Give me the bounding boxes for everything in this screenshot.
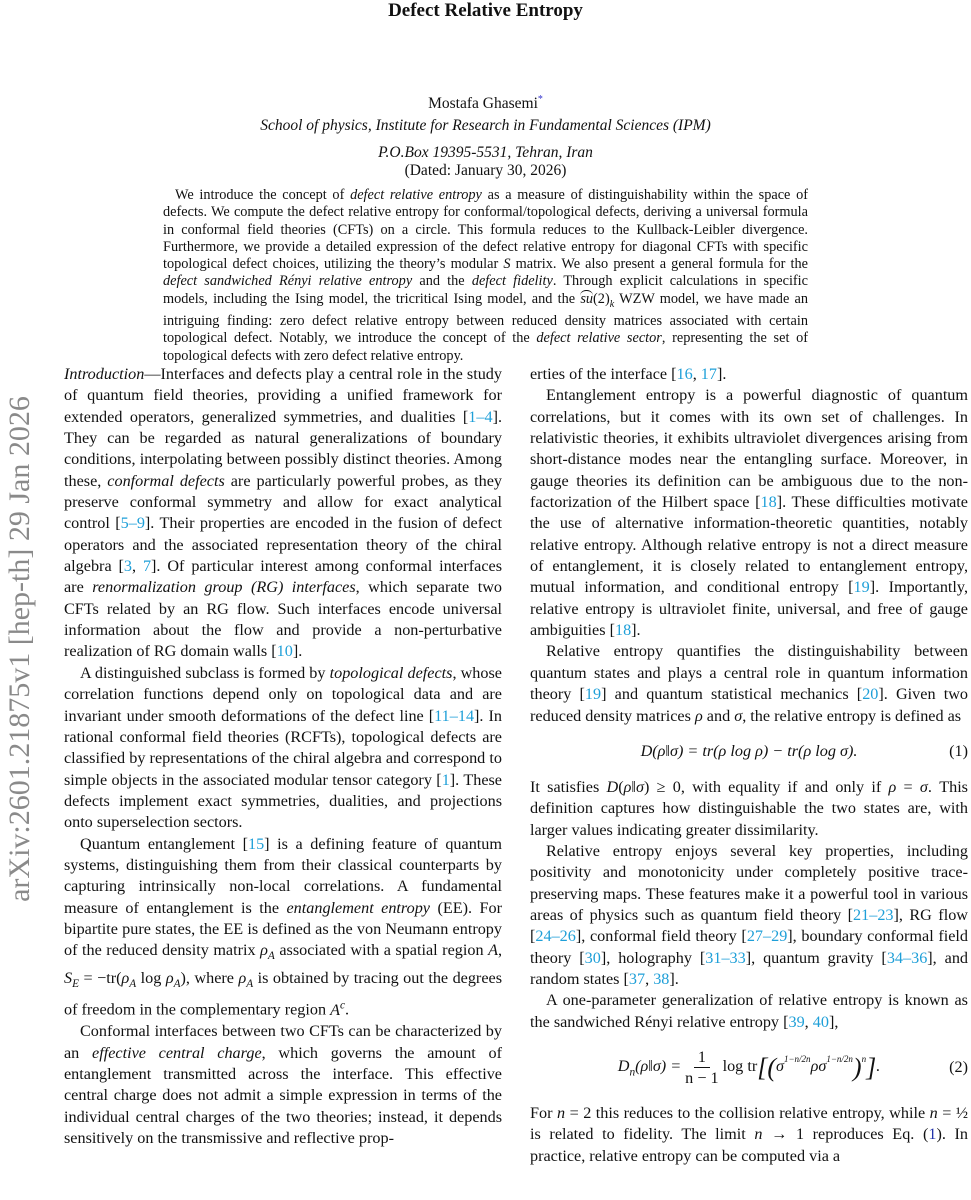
citation-link[interactable]: 7 xyxy=(142,557,152,576)
eq-period: . xyxy=(876,1057,881,1076)
equation-2 xyxy=(530,1033,968,1103)
math-base: n xyxy=(754,1125,763,1144)
math-base: σ xyxy=(919,777,928,796)
citation-link[interactable]: 30 xyxy=(584,948,601,967)
math-symbol xyxy=(260,941,275,963)
citation-link[interactable]: 16 xyxy=(676,365,693,383)
text-run: ]. These defects implement exact symmetries, dualities, and projections onto superselection sectors. xyxy=(64,770,502,832)
fraction xyxy=(685,1047,718,1088)
text-run: A one-parameter generalization of relative entropy is known as the sandwiched Rényi relative entropy [ xyxy=(530,991,968,1031)
eq-exponent: 1−n/2n xyxy=(783,1054,811,1065)
math-symbol xyxy=(488,941,498,959)
author-footnote-mark[interactable]: * xyxy=(537,94,543,105)
text-run: ]. xyxy=(631,621,641,640)
citation-link[interactable]: 5–9 xyxy=(120,514,145,533)
paragraph xyxy=(530,990,968,1033)
math-base: A xyxy=(488,941,498,960)
text-run: ). In practice, relative entropy can be computed via a xyxy=(530,1125,969,1165)
text-run: ( xyxy=(618,777,624,796)
citation-link[interactable]: 27–29 xyxy=(746,927,788,946)
text-run: For xyxy=(530,1103,557,1122)
text-run: , xyxy=(645,969,654,988)
text-run: = −tr( xyxy=(79,968,122,987)
paragraph xyxy=(530,1103,968,1167)
citation-link[interactable]: 3 xyxy=(123,557,132,576)
fraction-denominator: n − 1 xyxy=(685,1069,719,1088)
text-run: , which governs the amount of entanglement transmitted across the interface. This effective central charge does not admit a simple expression in terms of the individual central charges of the two theories; instead, it depends sensitively on the transmissive and reflective prop- xyxy=(64,1043,503,1147)
math-base: S xyxy=(503,256,511,273)
date-line: (Dated: January 30, 2026) xyxy=(404,162,567,179)
citation-link[interactable]: 1 xyxy=(441,770,450,789)
text-run: ]. In rational conformal field theories (RCFTs), topological defects are classified by representations of the chiral algebra and correspond to simple objects in the associated modular tensor category [ xyxy=(64,706,502,789)
citation-link[interactable]: 18 xyxy=(614,621,632,640)
paragraph xyxy=(530,777,968,841)
text-run: WZW model, we have made an intriguing finding: zero defect relative entropy between reduced density matrices associated with certain topological defect. Notably, we introduce the concept of the xyxy=(163,290,808,347)
text-run: ], quantum gravity [ xyxy=(745,948,887,967)
arxiv-watermark: arXiv:2601.21875v1 [hep-th] 29 Jan 2026 xyxy=(3,396,36,902)
math-symbol xyxy=(734,707,742,725)
text-run: are particularly powerful probes, as they preserve conformal symmetry and allow for exact analytical control [ xyxy=(64,471,502,533)
citation-link[interactable]: 38 xyxy=(653,969,670,988)
text-run: matrix. We also present a general formula for the xyxy=(510,256,808,273)
emphasis-text: effective central charge xyxy=(92,1043,262,1062)
math-subscript: A xyxy=(267,950,275,963)
math-base: n xyxy=(556,1103,566,1122)
paragraph xyxy=(64,1021,502,1149)
text-run: ], and random states [ xyxy=(530,948,969,988)
paragraph xyxy=(530,364,968,385)
math-symbol xyxy=(607,778,619,796)
eq-sigma: σ xyxy=(776,1057,784,1076)
text-run: ]. xyxy=(716,365,727,383)
math-subscript: E xyxy=(72,978,80,991)
text-run: ]. These difficulties motivate the use of alternative information-theoretic quantities, notably relative entropy. Although relative entropy is not a direct measure of entanglement, it is closely related to entanglement entropy, mutual information, and conditional entropy [ xyxy=(530,493,968,597)
text-run: ], RG flow [ xyxy=(530,905,968,946)
paragraph xyxy=(64,663,502,834)
equation-number: (1) xyxy=(949,742,968,761)
text-run: ]. Given two reduced density matrices xyxy=(530,685,969,725)
citation-link[interactable]: 21–23 xyxy=(853,905,894,924)
math-subscript: k xyxy=(609,298,615,310)
text-run: Conformal interfaces between two CFTs can be characterized by an xyxy=(64,1022,502,1062)
math-symbol xyxy=(238,968,254,991)
citation-link[interactable]: 17 xyxy=(700,365,717,383)
eq-exponent: 1−n/2n xyxy=(826,1054,853,1065)
text-run: ]. They can be regarded as natural generalizations of boundary conditions, interpolating between possibly distinct theories. Among these, xyxy=(64,407,502,490)
text-run: . This definition captures how distinguishable the two states are, with larger values indicating greater dissimilarity. xyxy=(530,777,968,839)
math-base: su xyxy=(580,290,594,307)
text-run: , which separate two CFTs related by an RG flow. Such interfaces encode universal information about the flow and provide a non-perturbative realization of RG domain walls [ xyxy=(64,578,502,661)
math-symbol xyxy=(580,290,593,307)
text-run: erties of the interface [ xyxy=(530,365,677,383)
text-run: ), where xyxy=(180,968,239,987)
citation-link[interactable]: 15 xyxy=(247,834,265,853)
math-symbol xyxy=(121,968,137,991)
math-base: ρ xyxy=(888,777,897,796)
math-base: ρ xyxy=(623,777,632,796)
math-subscript: A xyxy=(246,978,254,991)
text-run: ‖ xyxy=(631,777,636,796)
text-run: ]. xyxy=(292,642,303,661)
text-run: → 1 reproduces Eq. ( xyxy=(762,1125,929,1144)
math-base: σ xyxy=(734,706,743,725)
equation-1 xyxy=(530,727,968,777)
text-run: We introduce the concept of xyxy=(175,187,351,203)
text-run: (EE). For bipartite pure states, the EE is defined as the von Neumann entropy of the reduced density matrix xyxy=(64,898,503,960)
citation-link[interactable]: 37 xyxy=(628,969,646,988)
text-run: = 2 this reduces to the collision relative entropy, while xyxy=(565,1103,930,1122)
equation-number: (2) xyxy=(949,1058,968,1077)
text-run: Relative entropy quantifies the distinguishability between quantum states and plays a central role in quantum information theory [ xyxy=(530,642,968,704)
equation-body: D(ρ‖σ) = tr(ρ log ρ) − tr(ρ log σ). xyxy=(640,742,858,761)
text-run: log xyxy=(136,968,166,987)
math-symbol xyxy=(64,968,80,991)
text-run: , the relative entropy is defined as xyxy=(742,706,962,725)
text-run: ] and quantum statistical mechanics [ xyxy=(601,685,863,704)
bracket-close: ] xyxy=(866,1053,877,1083)
text-run: and the xyxy=(412,273,472,290)
bracket-close: ) xyxy=(852,1053,862,1083)
text-run: associated with a spatial region xyxy=(274,941,489,960)
math-base: S xyxy=(64,968,73,987)
text-run: , xyxy=(497,941,502,960)
math-subscript: A xyxy=(129,978,137,991)
paragraph xyxy=(530,641,968,726)
math-symbol xyxy=(920,778,928,796)
text-run: . xyxy=(345,1000,350,1019)
citation-link[interactable]: 24–26 xyxy=(535,927,576,946)
text-run: ], conformal field theory [ xyxy=(575,927,747,946)
math-symbol xyxy=(636,778,644,796)
author-text: Mostafa Ghasemi xyxy=(428,95,538,113)
text-run: ], boundary conformal field theory [ xyxy=(530,927,968,967)
text-run: It satisfies xyxy=(530,777,607,796)
math-symbol xyxy=(754,1125,762,1143)
math-base: D xyxy=(606,777,619,796)
paragraph xyxy=(530,841,968,990)
citation-link[interactable]: 34–36 xyxy=(886,948,928,967)
math-base: ρ xyxy=(121,968,130,987)
paragraph xyxy=(64,834,502,1022)
text-run: ], holography [ xyxy=(600,948,706,967)
emphasis-text: defect sandwiched Rényi relative entropy xyxy=(163,273,413,290)
citation-link[interactable]: 19 xyxy=(584,685,602,704)
affiliation: School of physics, Institute for Research in Fundamental Sciences (IPM) xyxy=(260,117,711,134)
text-run: ]. xyxy=(669,969,679,988)
text-run: —Interfaces and defects play a central role in the study of quantum field theories, providing a unified framework for extended operators, generalized symmetries, and dualities [ xyxy=(64,365,502,426)
text-run: A distinguished subclass is formed by xyxy=(80,663,330,682)
eq-lhs-subscript: n xyxy=(629,1066,636,1079)
text-run: and xyxy=(702,706,735,725)
text-run: is obtained by tracing out the degrees of freedom in the complementary region xyxy=(64,968,502,1019)
emphasis-text: defect relative sector xyxy=(536,330,662,347)
equation-reference-link[interactable]: 1 xyxy=(928,1125,937,1144)
citation-link[interactable]: 39 xyxy=(788,1012,805,1031)
text-run: ]. Of particular interest among conformal interfaces are xyxy=(64,557,502,597)
emphasis-text: entanglement entropy xyxy=(286,898,430,917)
math-symbol xyxy=(330,1001,345,1019)
text-run: ]. Importantly, relative entropy is ultraviolet finite, universal, and free of gauge ambiguities [ xyxy=(530,578,969,640)
eq-log-tr: log tr xyxy=(722,1057,758,1076)
citation-link[interactable]: 1–4 xyxy=(468,407,493,426)
math-base: ρ xyxy=(260,941,268,960)
text-run: , xyxy=(132,557,143,576)
text-run: Relative entropy enjoys several key properties, including positivity and monotonicity under completely positive trace-preserving maps. These features make it a powerful tool in various areas of physics such as quantum field theory [ xyxy=(530,841,968,924)
eq-lhs: D xyxy=(617,1057,630,1076)
text-run: = xyxy=(896,777,920,796)
text-run: = ½ is related to fidelity. The limit xyxy=(530,1103,968,1144)
bracket-open: [( xyxy=(757,1053,776,1083)
address: P.O.Box 19395-5531, Tehran, Iran xyxy=(378,144,593,161)
text-run: ) ≥ 0, with equality if and only if xyxy=(643,777,889,796)
math-base: ρ xyxy=(165,968,174,987)
paragraph xyxy=(64,364,502,663)
abstract xyxy=(163,187,808,365)
text-run: ], xyxy=(828,1012,839,1031)
text-run: Entanglement entropy is a powerful diagnostic of quantum correlations, but it comes with its own set of challenges. In relativistic theories, it exhibits ultraviolet divergences arising from short-distance modes near the entangling surface. Moreover, in gauge theories its definition can be ambiguous due to the non-factorization of the Hilbert space [ xyxy=(530,386,968,512)
math-symbol xyxy=(165,968,181,991)
fraction-numerator: 1 xyxy=(694,1047,710,1068)
emphasis-text: defect fidelity xyxy=(471,273,553,290)
math-base: σ xyxy=(635,777,644,796)
text-run: , whose correlation functions depend only on topological data and are invariant under smooth deformations of the defect line [ xyxy=(64,663,502,725)
eq-lhs-args: (ρ‖σ) = xyxy=(635,1057,682,1076)
math-base: A xyxy=(330,1000,340,1019)
math-superscript: c xyxy=(340,999,346,1012)
citation-link[interactable]: 40 xyxy=(812,1012,829,1031)
math-base: ρ xyxy=(238,968,247,987)
citation-link[interactable]: 20 xyxy=(862,685,879,704)
left-column xyxy=(64,364,502,1149)
math-symbol xyxy=(557,1104,565,1122)
paper-title: Defect Relative Entropy xyxy=(388,0,583,21)
emphasis-text: renormalization group (RG) interfaces xyxy=(92,578,356,597)
emphasis-text: Introduction xyxy=(64,365,145,383)
text-run: , xyxy=(692,365,701,383)
citation-link[interactable]: 19 xyxy=(853,578,870,597)
author-name xyxy=(0,90,971,113)
equation-body xyxy=(618,1047,881,1088)
eq-rho-sigma: ρσ xyxy=(810,1057,827,1076)
eq-outer-exponent: n xyxy=(861,1054,867,1065)
citation-link[interactable]: 31–33 xyxy=(705,948,746,967)
paragraph xyxy=(530,385,968,641)
math-symbol xyxy=(930,1104,938,1122)
text-run: ] is a defining feature of quantum systems, distinguishing them from their classical counterparts by capturing intrinsically non-local correlations. A fundamental measure of entanglement is the xyxy=(64,834,502,917)
right-column xyxy=(530,364,968,1167)
citation-link[interactable]: 11–14 xyxy=(434,706,475,725)
text-run: . Through explicit calculations in specific models, including the Ising model, the tricritical Ising model, and the xyxy=(163,273,808,307)
text-run: ]. Their properties are encoded in the fusion of defect operators and the associated representation theory of the chiral algebra [ xyxy=(64,514,502,576)
citation-link[interactable]: 10 xyxy=(276,642,293,661)
emphasis-text: defect relative entropy xyxy=(350,187,482,203)
math-base: ρ xyxy=(694,706,703,725)
text-run: Quantum entanglement [ xyxy=(80,834,248,853)
math-base: n xyxy=(929,1103,938,1122)
citation-link[interactable]: 18 xyxy=(760,493,777,512)
text-run: as a measure of distinguishability within the space of defects. We compute the defect relative entropy for conformal/topological defects, deriving a universal formula in conformal field theories (CFTs) on a circle. This formula reduces to the Kullback-Leibler divergence. Furthermore, we provide a detailed expression of the defect relative entropy for diagonal CFTs with specific topological defect choices, utilizing the theory’s modular xyxy=(163,187,809,273)
emphasis-text: topological defects xyxy=(329,663,453,682)
emphasis-text: conformal defects xyxy=(107,471,225,490)
math-subscript: A xyxy=(173,978,181,991)
text-run: , representing the set of topological defects with zero defect relative entropy. xyxy=(163,330,808,364)
text-run: , xyxy=(804,1012,813,1031)
math-symbol xyxy=(695,707,703,725)
text-run: (2) xyxy=(593,290,610,307)
